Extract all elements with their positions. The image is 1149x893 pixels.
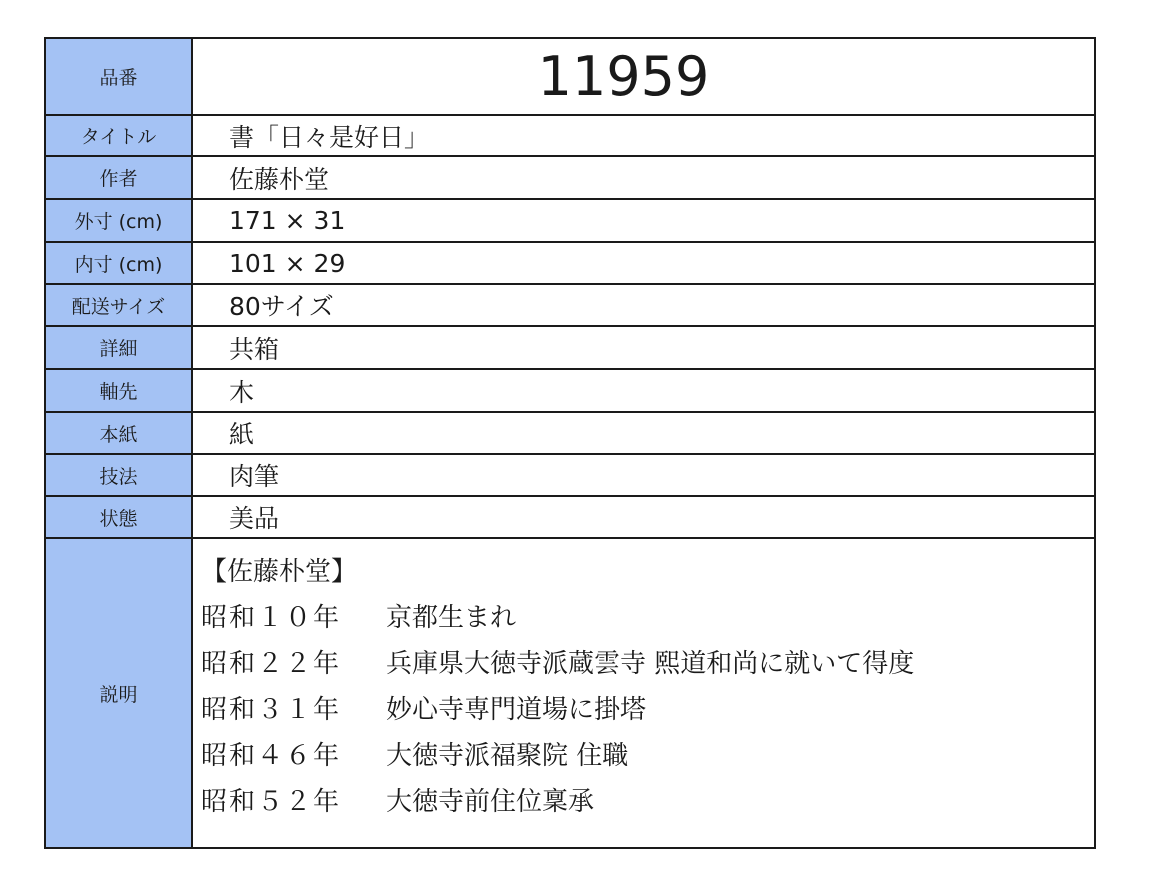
outer-size-label: 外寸 (cm) — [46, 200, 193, 241]
roller-end-label: 軸先 — [46, 370, 193, 411]
biography-entry — [201, 641, 1094, 687]
product-spec-table — [44, 37, 1096, 849]
title-value: 書「日々是好日」 — [229, 122, 430, 152]
item-number-label: 品番 — [46, 39, 193, 114]
inner-size-value: 101 × 29 — [229, 248, 346, 278]
technique-value: 肉筆 — [229, 462, 280, 491]
biography-entry — [201, 733, 1094, 779]
biography-text: 京都生まれ — [386, 603, 517, 633]
technique-row — [46, 455, 1094, 497]
biography-text: 大徳寺前住位稟承 — [386, 787, 595, 817]
biography-year: 昭和４６年 — [201, 741, 342, 771]
biography-entry — [201, 595, 1094, 641]
roller-end-row — [46, 370, 1094, 413]
biography-year: 昭和５２年 — [201, 787, 342, 817]
title-label: タイトル — [46, 116, 193, 155]
title-row — [46, 116, 1094, 157]
item-number-row — [46, 39, 1094, 116]
biography-year: 昭和３１年 — [201, 695, 342, 725]
condition-value: 美品 — [229, 504, 280, 533]
biography-year: 昭和２２年 — [201, 649, 342, 679]
main-paper-label: 本紙 — [46, 413, 193, 453]
condition-row — [46, 497, 1094, 539]
author-row — [46, 157, 1094, 200]
description-label: 説明 — [46, 539, 193, 847]
author-label: 作者 — [46, 157, 193, 198]
inner-size-row — [46, 243, 1094, 285]
details-value: 共箱 — [229, 334, 280, 364]
description-heading: 【佐藤朴堂】 — [201, 557, 358, 587]
description-body — [193, 539, 1094, 847]
details-label: 詳細 — [46, 327, 193, 368]
biography-text: 大徳寺派福聚院 住職 — [386, 741, 629, 771]
biography-entry — [201, 779, 1094, 825]
outer-size-row — [46, 200, 1094, 243]
outer-size-value: 171 × 31 — [229, 206, 346, 235]
roller-end-value: 木 — [229, 377, 255, 407]
condition-label: 状態 — [46, 497, 193, 537]
biography-entry — [201, 687, 1094, 733]
technique-label: 技法 — [46, 455, 193, 495]
author-value: 佐藤朴堂 — [229, 164, 330, 194]
biography-text: 妙心寺専門道場に掛塔 — [386, 695, 647, 725]
main-paper-row — [46, 413, 1094, 455]
biography-year: 昭和１０年 — [201, 603, 342, 633]
main-paper-value: 紙 — [229, 420, 255, 449]
item-number-value: 11959 — [537, 45, 710, 108]
inner-size-label: 内寸 (cm) — [46, 243, 193, 283]
shipping-size-value: 80サイズ — [229, 292, 334, 321]
shipping-size-row — [46, 285, 1094, 327]
description-row — [46, 539, 1094, 847]
details-row — [46, 327, 1094, 370]
shipping-size-label: 配送サイズ — [46, 285, 193, 325]
biography-text: 兵庫県大徳寺派蔵雲寺 熙道和尚に就いて得度 — [386, 649, 915, 679]
